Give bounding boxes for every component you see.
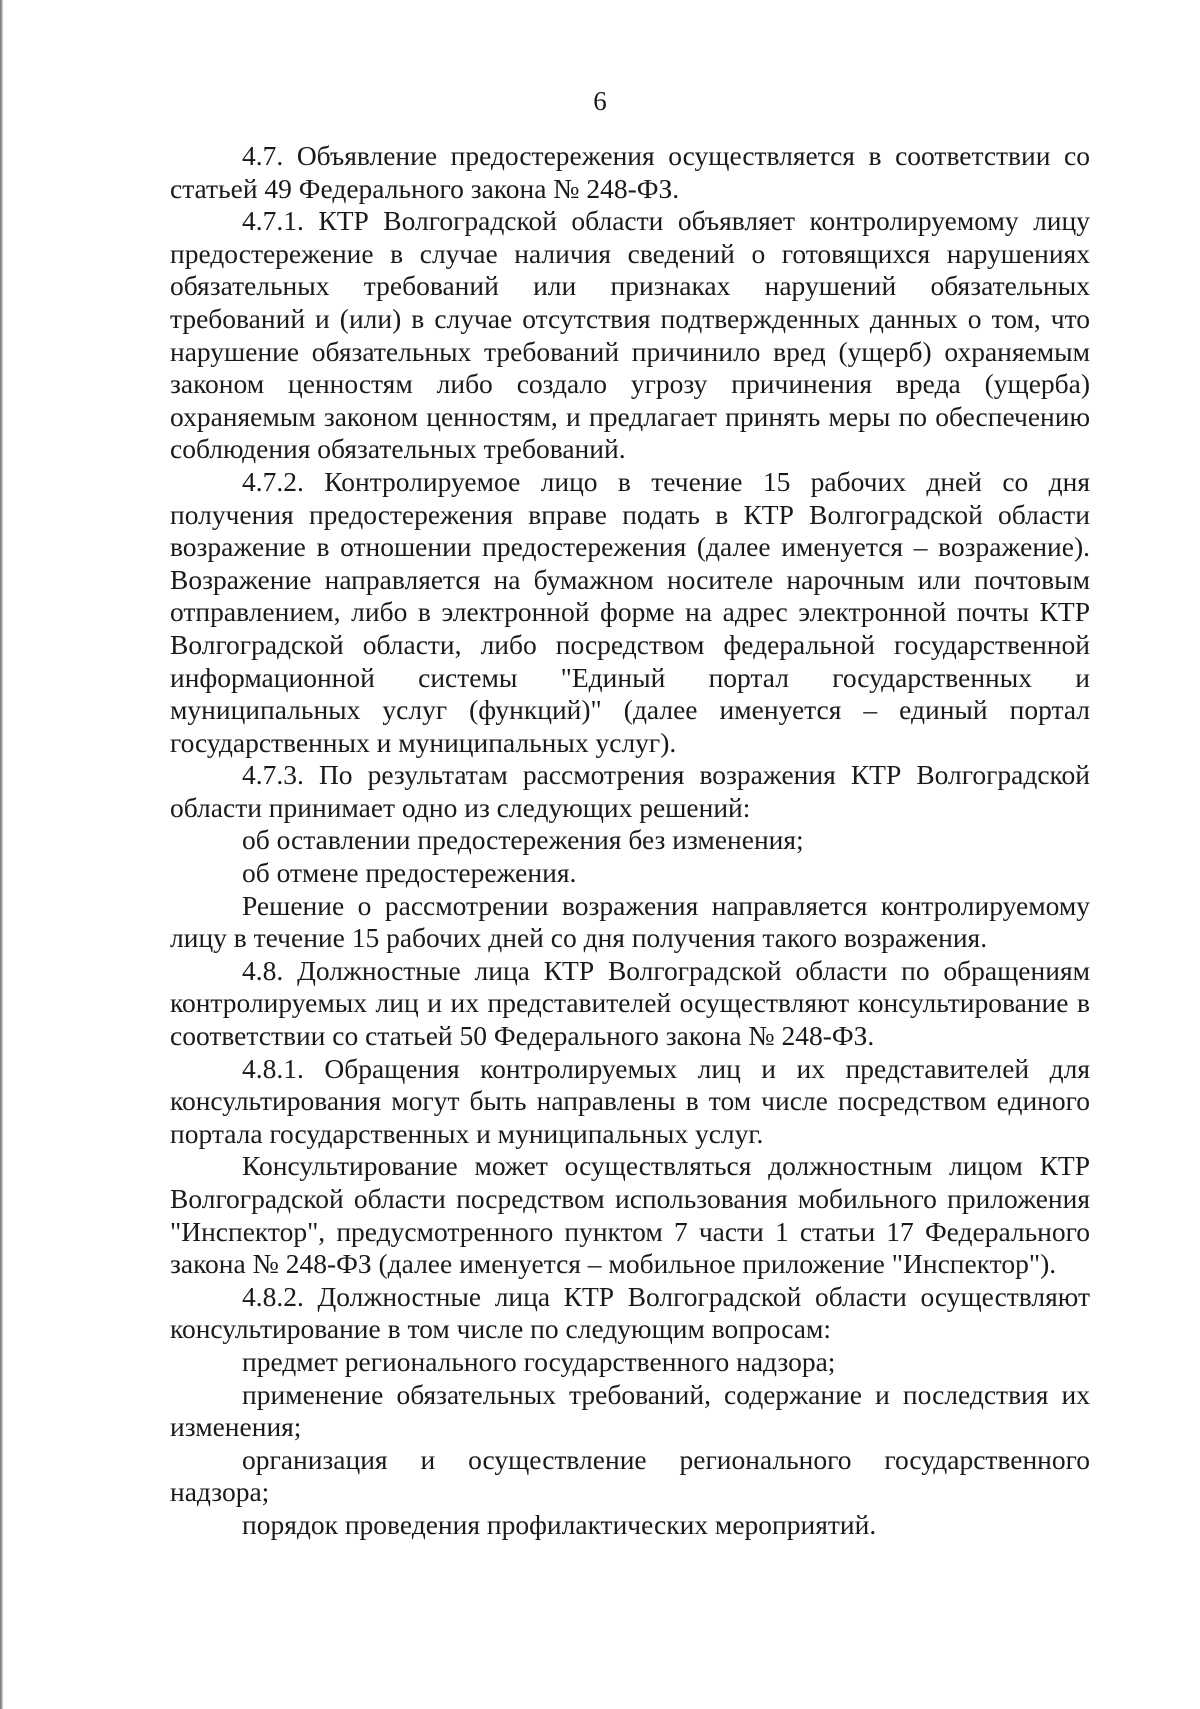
paragraph-4-8-2: 4.8.2. Должностные лица КТР Волгоградской области осуществляют консультирование в том числе по следующим вопросам: — [170, 1280, 1090, 1345]
list-item-subject: предмет регионального государственного надзора; — [242, 1345, 836, 1377]
paragraph-4-7-1: 4.7.1. КТР Волгоградской области объявляет контролируемому лицу предостережение в случае наличия сведений о готовящихся нарушениях обязательных требований или признаках нарушений обязательных требований и (или) в случае отсутствия подтвержденных данных о том, что нарушение обязательных требований причинило вред (ущерб) охраняемым законом ценностям либо создало угрозу причинения вреда (ущерба) охраняемым законом ценностям, и предлагает принять меры по обеспечению соблюдения обязательных требований. — [170, 205, 1090, 465]
paragraph-4-8-1: 4.8.1. Обращения контролируемых лиц и их представителей для консультирования могут быть направлены в том числе посредством единого портала государственных и муниципальных услуг. — [170, 1052, 1090, 1149]
list-item-organization: организация и осуществление регионального государственного надзора; — [170, 1443, 1090, 1508]
page-number: 6 — [593, 86, 607, 116]
list-item-decision-keep: об оставлении предостережения без изменения; — [242, 824, 804, 856]
paragraph-inspector-app: Консультирование может осуществляться должностным лицом КТР Волгоградской области посредством использования мобильного приложения "Инспектор", предусмотренного пунктом 7 части 1 статьи 17 Федерального закона № 248-ФЗ (далее именуется – мобильное приложение "Инспектор"). — [170, 1150, 1090, 1280]
paragraph-4-7-3: 4.7.3. По результатам рассмотрения возражения КТР Волгоградской области принимает одно из следующих решений: — [170, 759, 1090, 823]
paragraph-4-8: 4.8. Должностные лица КТР Волгоградской области по обращениям контролируемых лиц и их представителей осуществляют консультирование в соответствии со статьей 50 Федерального закона № 248-ФЗ. — [170, 954, 1090, 1052]
list-item-requirements: применение обязательных требований, содержание и последствия их изменения; — [170, 1378, 1090, 1443]
paragraph-4-7-2: 4.7.2. Контролируемое лицо в течение 15 рабочих дней со дня получения предостережения вправе подать в КТР Волгоградской области возражение в отношении предостережения (далее именуется – возражение). Возражение направляется на бумажном носителе нарочным или почтовым отправлением, либо в электронной форме на адрес электронной почты КТР Волгоградской области, либо посредством федеральной государственной информационной системы "Единый портал государственных и муниципальных услуг (функций)" (далее именуется – единый портал государственных и муниципальных услуг). — [170, 465, 1090, 758]
scan-edge-shadow — [0, 0, 3, 1709]
list-item-procedure: порядок проведения профилактических мероприятий. — [242, 1508, 877, 1540]
paragraph-4-7: 4.7. Объявление предостережения осуществляется в соответствии со статьей 49 Федерального закона № 248-ФЗ. — [170, 140, 1090, 204]
paragraph-decision-notice: Решение о рассмотрении возражения направляется контролируемому лицу в течение 15 рабочих дней со дня получения такого возражения. — [170, 889, 1090, 954]
list-item-decision-cancel: об отмене предостережения. — [242, 857, 577, 889]
document-body — [170, 140, 1090, 1542]
